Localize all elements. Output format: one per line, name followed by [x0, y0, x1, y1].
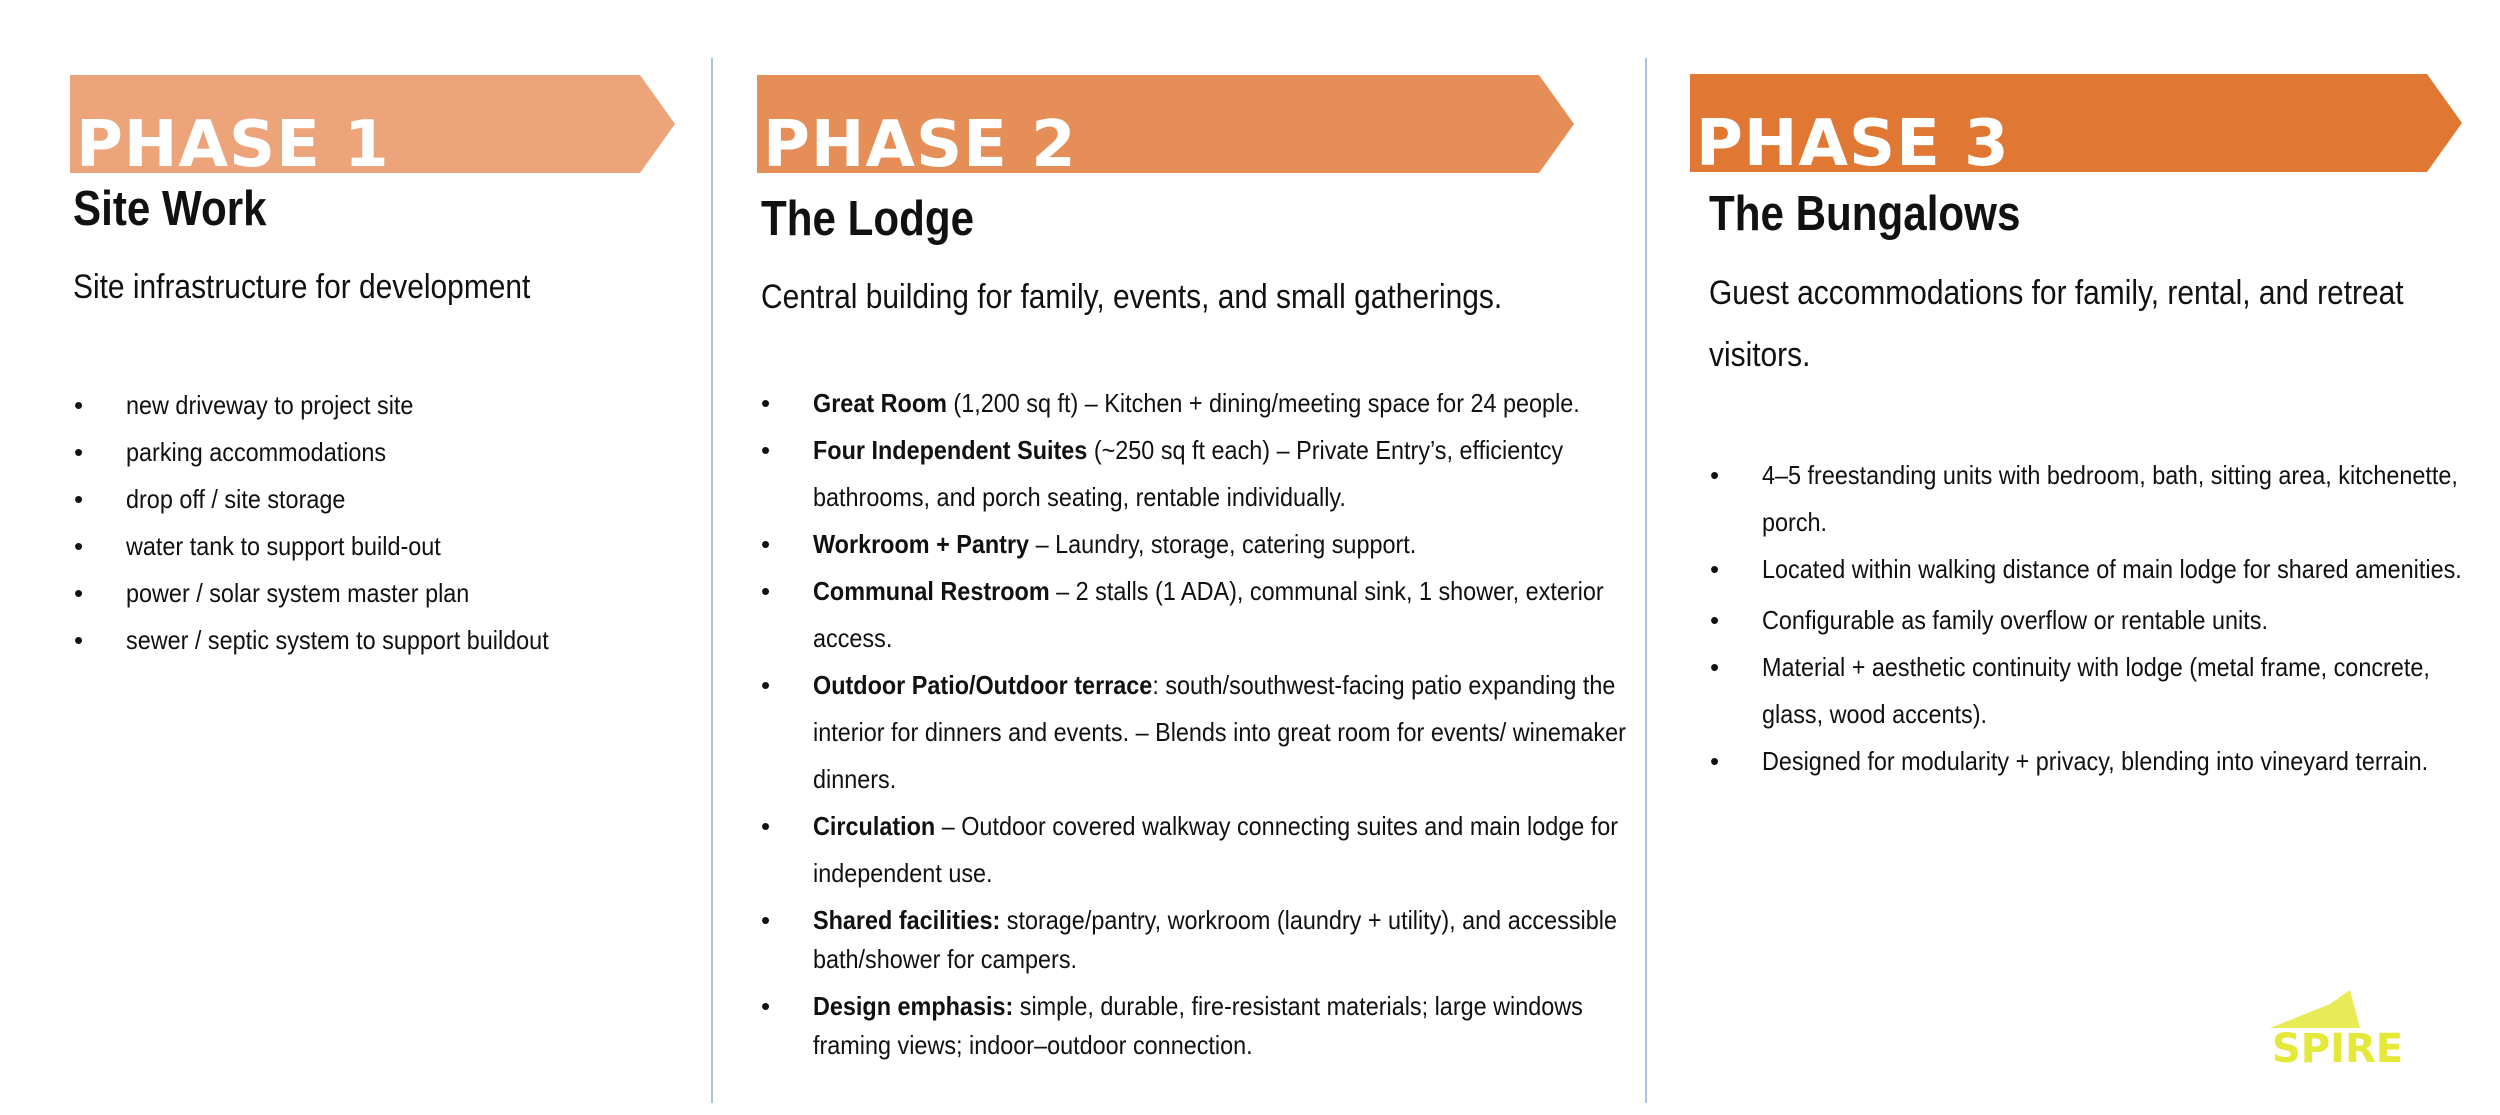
list-item: • sewer / septic system to support buildout — [72, 617, 692, 664]
phase-3-banner — [1690, 74, 2462, 172]
list-item: • Shared facilities: storage/pantry, workroom (laundry + utility), and accessible bath/shower for campers. — [759, 901, 1639, 979]
phase-1-banner — [70, 75, 675, 173]
phase-1-label: PHASE 1 — [76, 108, 390, 173]
list-item: • Outdoor Patio/Outdoor terrace: south/southwest-facing patio expanding the interior for dinners and events. – Blends into great room for events/ winemaker dinners. — [759, 662, 1639, 803]
phase-2-list — [759, 380, 1639, 1073]
list-item: • parking accommodations — [72, 429, 692, 476]
list-item: • Four Independent Suites (~250 sq ft each) – Private Entry’s, efficientcy bathrooms, and porch seating, rentable individually. — [759, 427, 1639, 521]
list-item: • power / solar system master plan — [72, 570, 692, 617]
phase-2-subtitle: Central building for family, events, and small gatherings. — [761, 278, 1503, 316]
phase-1-subtitle: Site infrastructure for development — [73, 268, 531, 306]
list-item: • Material + aesthetic continuity with lodge (metal frame, concrete, glass, wood accents). — [1708, 644, 2468, 738]
list-item: • new driveway to project site — [72, 382, 692, 429]
phase-2-label: PHASE 2 — [763, 108, 1077, 173]
list-item: • Workroom + Pantry – Laundry, storage, catering support. — [759, 521, 1639, 568]
spire-logo — [2270, 990, 2420, 1070]
phase-3-subtitle: Guest accommodations for family, rental, and retreat visitors. — [1709, 274, 2404, 374]
list-item: • Circulation – Outdoor covered walkway connecting suites and main lodge for independent use. — [759, 803, 1639, 897]
phase-1-title: Site Work — [73, 182, 267, 236]
list-item: • drop off / site storage — [72, 476, 692, 523]
list-item: • water tank to support build-out — [72, 523, 692, 570]
phase-3-title: The Bungalows — [1709, 187, 2021, 241]
phase-3-list — [1708, 452, 2468, 785]
phase-2-title: The Lodge — [761, 192, 975, 246]
list-item: • Great Room (1,200 sq ft) – Kitchen + dining/meeting space for 24 people. — [759, 380, 1639, 427]
list-item: • Designed for modularity + privacy, blending into vineyard terrain. — [1708, 738, 2468, 785]
list-item: • Configurable as family overflow or rentable units. — [1708, 597, 2468, 644]
list-item: • 4–5 freestanding units with bedroom, bath, sitting area, kitchenette, porch. — [1708, 452, 2468, 546]
list-item: • Design emphasis: simple, durable, fire-resistant materials; large windows framing views; indoor–outdoor connection. — [759, 987, 1639, 1065]
phase-1-list — [72, 382, 692, 664]
list-item: • Communal Restroom – 2 stalls (1 ADA), communal sink, 1 shower, exterior access. — [759, 568, 1639, 662]
phase-3-label: PHASE 3 — [1696, 107, 2010, 172]
phase-2-banner — [757, 75, 1574, 173]
list-item: • Located within walking distance of main lodge for shared amenities. — [1708, 550, 2468, 589]
logo-text: SPIRE — [2272, 1026, 2404, 1070]
